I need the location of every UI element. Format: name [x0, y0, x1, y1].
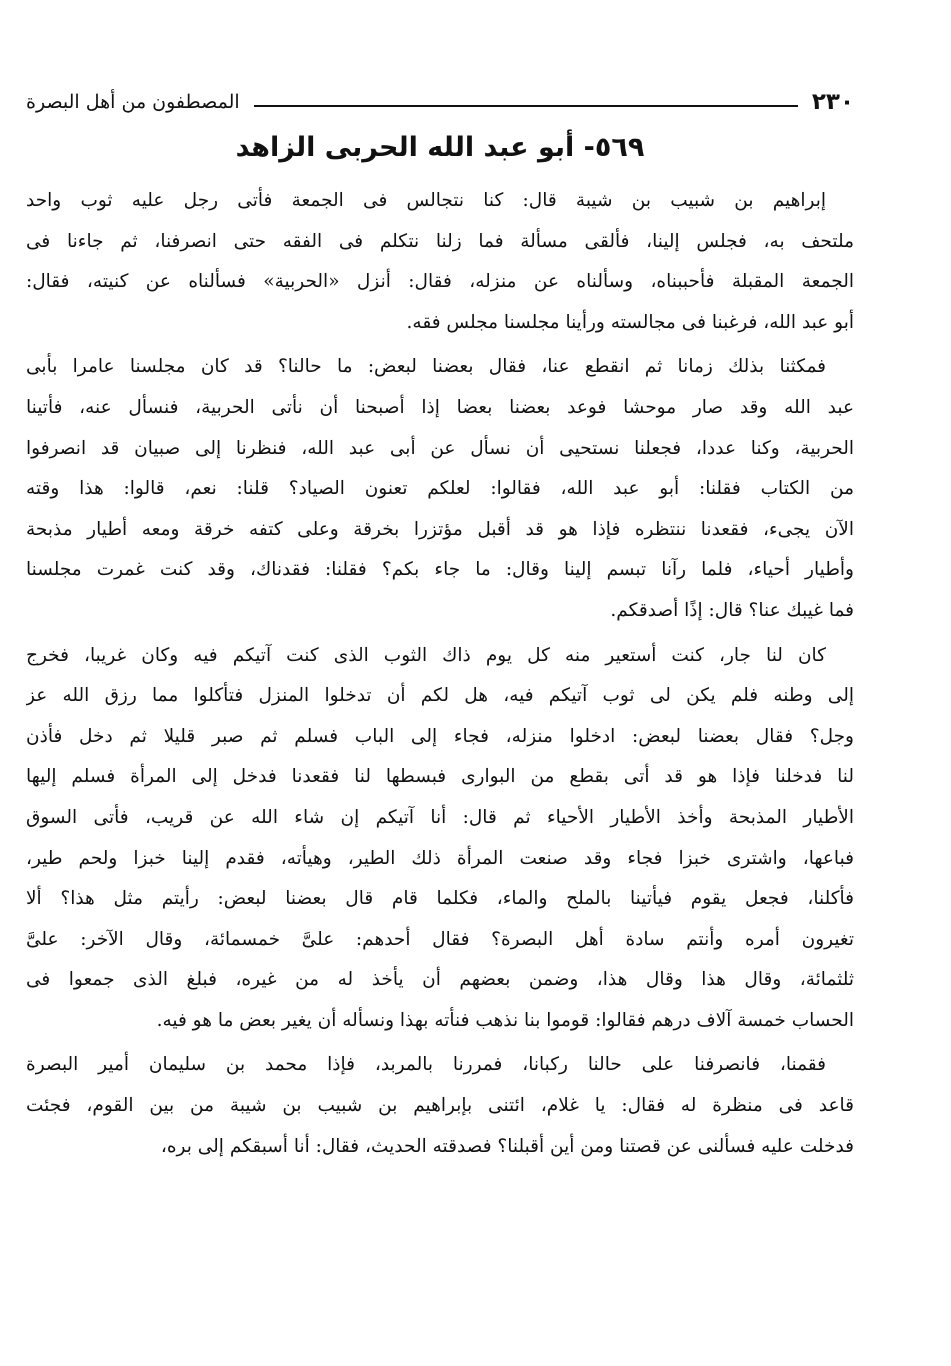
- text-line: ملتحف به، فجلس إلينا، فألقى مسألة فما زلنا نتكلم فى الفقه حتى انصرفنا، ثم جاءنا فى: [26, 230, 854, 252]
- page-number: ٢٣٠: [811, 89, 854, 115]
- text-line: فباعها، واشترى خبزا فجاء وقد صنعت المرأة ذلك الطير، وهيأته، فقدم إلينا خبزا ولحم طير،: [26, 847, 854, 869]
- text-line: فما غيبك عنا؟ قال: إذًا أصدقكم.: [610, 599, 854, 621]
- text-line: فمكثنا بذلك زمانا ثم انقطع عنا، فقال بعضنا لبعض: ما حالنا؟ قد كان مجلسنا عامرا بأبى: [26, 356, 826, 378]
- paragraph: [26, 181, 854, 343]
- text-line: الجمعة المقبلة فأحببناه، وسألناه عن منزله، فقال: أنزل «الحربية» فسألناه عن كنيته، فقال:: [26, 271, 854, 293]
- book-title: المصطفون من أهل البصرة: [26, 91, 240, 113]
- text-line: الحساب خمسة آلاف درهم فقالوا: قوموا بنا نذهب فنأته بهذا ونسأله أن يغير بعض ما هو فيه.: [156, 1009, 854, 1031]
- running-header: [26, 84, 854, 120]
- text-line: كان لنا جار، كنت أستعير منه كل يوم ذاك الثوب الذى كنت آتيكم فيه وكان غريبا، فخرج: [26, 644, 826, 666]
- text-line: فأكلنا، فجعل يقوم فيأتينا بالملح والماء، فكلما قام قال بعضنا لبعض: رأيتم مثل هذا؟ ألا: [26, 888, 854, 910]
- text-line: أبو عبد الله، فرغبنا فى مجالسته ورأينا مجلسنا مجلس فقه.: [406, 311, 854, 333]
- text-line: الآن يجىء، فقعدنا ننتظره فإذا هو قد أقبل مؤتزرا بخرقة وعلى كتفه خرقة ومعه أطيار مذبحة: [26, 518, 854, 540]
- paragraph: [26, 1045, 854, 1167]
- section-title: ٥٦٩- أبو عبد الله الحربى الزاهد: [235, 132, 645, 163]
- text-line: وأطيار أحياء، فلما رآنا تبسم إلينا وقال: ما جاء بكم؟ فقلنا: فقدناك، وقد كنت غمرت مجلسنا: [26, 559, 854, 581]
- paragraph: [26, 636, 854, 1042]
- text-line: قاعد فى منظرة له فقال: يا غلام، ائتنى بإبراهيم بن شبيب بن شيبة من بين القوم، فجئت: [26, 1095, 854, 1117]
- text-line: وجل؟ فقال بعضنا لبعض: ادخلوا منزله، فجاء إلى الباب فسلم ثم صبر قليلا ثم دخل فأذن: [26, 725, 854, 747]
- header-rule: [254, 105, 798, 107]
- text-line: فدخلت عليه فسألنى عن قصتنا ومن أين أقبلنا؟ فصدقته الحديث، فقال: أنا أسبقكم إلى بره،: [160, 1135, 854, 1157]
- text-line: إلى وطنه فلم يكن لى ثوب آتيكم فيه، هل لكم أن تدخلوا المنزل فتأكلوا مما رزق الله عز: [26, 685, 854, 707]
- text-line: الأطيار المذبحة وأخذ الأطيار الأحياء ثم قال: أنا آتيكم إن شاء الله عن قريب، فأتى السوق: [26, 806, 854, 828]
- text-line: فقمنا، فانصرفنا على حالنا ركبانا، فمررنا بالمربد، فإذا محمد بن سليمان أمير البصرة: [26, 1054, 826, 1076]
- text-line: عبد الله وقد صار موحشا فوعد بعضنا بعضا إذا أصبحنا أن نأتى الحربية، فنسأل عنه، فأتينا: [26, 396, 854, 418]
- text-line: من الكتاب فقلنا: أبو عبد الله، فقالوا: لعلكم تعنون الصياد؟ قلنا: نعم، قالوا: هذا وقته: [26, 478, 854, 500]
- text-line: ثلثمائة، وقال هذا وقال هذا، وضمن بعضهم أن يأخذ له من غيره، فبلغ الذى جمعوا فى: [26, 969, 854, 991]
- paragraph: [26, 347, 854, 631]
- text-line: لنا فدخلنا فإذا هو قد أتى بقطع من البوارى فبسطها لنا فقعدنا فدخل إلى المرأة فسلم إليها: [26, 766, 854, 788]
- text-line: الحربية، وكنا عددا، فجعلنا نستحيى أن نسأل عن أبى عبد الله، فنظرنا إلى صبيان قد انصرفوا: [26, 437, 854, 459]
- text-line: إبراهيم بن شبيب بن شيبة قال: كنا نتجالس فى الجمعة فأتى رجل عليه ثوب واحد: [26, 190, 826, 211]
- text-line: تغيرون أمره وأنتم سادة أهل البصرة؟ فقال أحدهم: علىَّ خمسمائة، وقال الآخر: علىَّ: [26, 928, 854, 950]
- body-text: [26, 181, 854, 1171]
